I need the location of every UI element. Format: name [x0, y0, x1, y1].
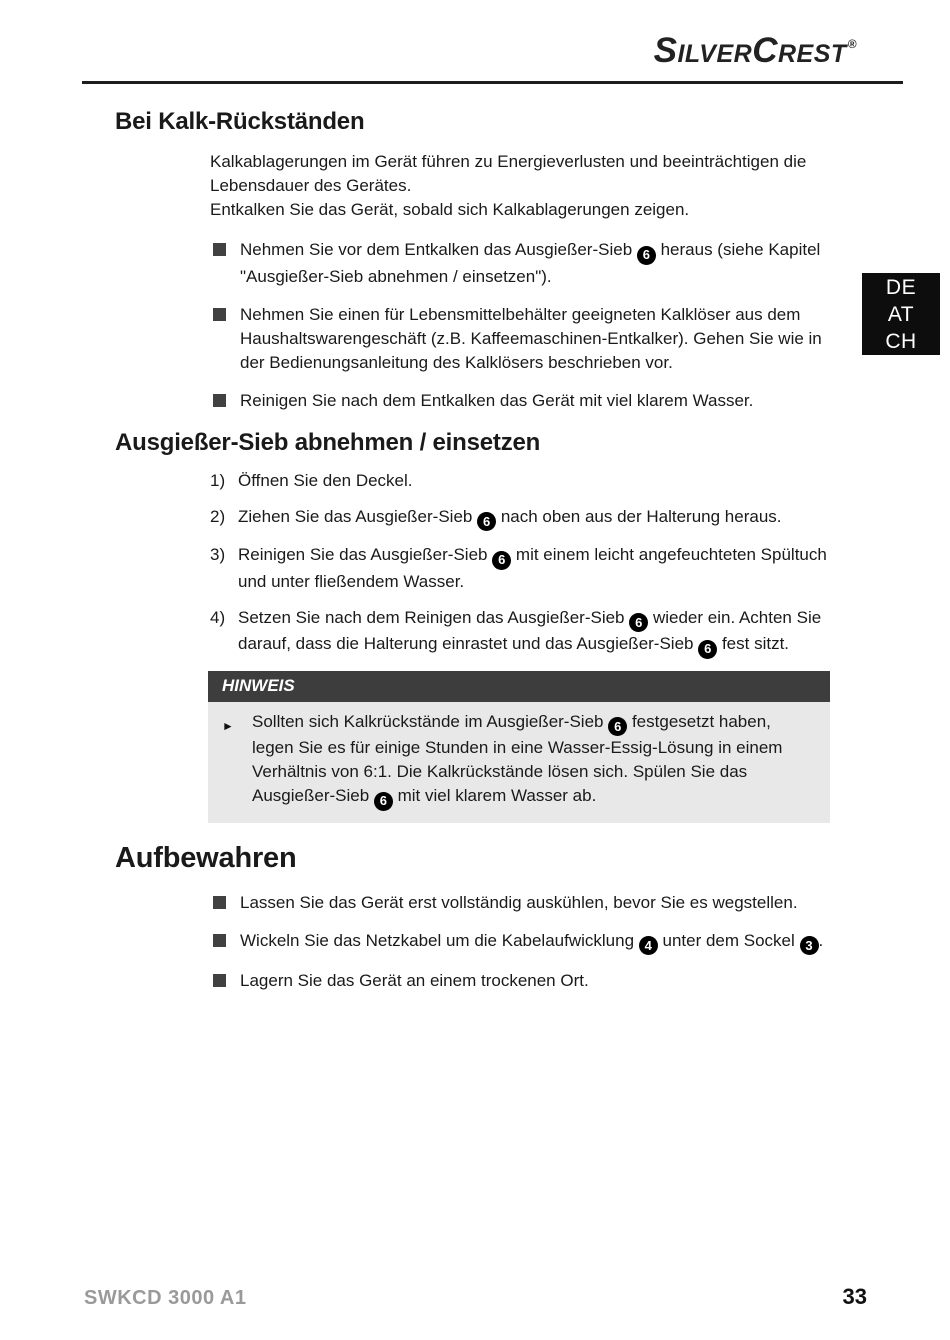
bullet-item — [210, 303, 835, 375]
item-text: Setzen Sie nach dem Reinigen das Ausgießer-Sieb 6 wieder ein. Achten Sie darauf, dass die Halterung einrastet und das Ausgießer-Sieb 6 fest sitzt. — [238, 606, 835, 659]
step-number: 1) — [210, 470, 226, 490]
item-text: Wickeln Sie das Netzkabel um die Kabelaufwicklung 4 unter dem Sockel 3 . — [240, 929, 835, 956]
header-divider — [82, 81, 903, 84]
step-item — [210, 469, 835, 493]
item-text: Nehmen Sie einen für Lebensmittelbehälter geeigneten Kalklöser aus dem Haushaltswarengeschäft (z.B. Kaffeemaschinen-Entkalker). Gehen Sie wie in der Bedienungsanleitung des Kalklösers beschrieben vor. — [240, 304, 822, 372]
part-ref-6-icon: 6 — [374, 792, 393, 811]
item-text: Sollten sich Kalkrückstände im Ausgießer-Sieb 6 festgesetzt haben, legen Sie es für einige Stunden in eine Wasser-Essig-Lösung in einem Verhältnis von 6:1. Die Kalkrückstände lösen sich. Spülen Sie das Ausgießer-Sieb 6 mit viel klarem Wasser ab. — [252, 710, 814, 811]
intro-paragraph: Kalkablagerungen im Gerät führen zu Energieverlusten und beeinträchtigen die Lebensdauer des Gerätes. — [210, 152, 807, 195]
step-item — [210, 606, 835, 659]
note-header: HINWEIS — [208, 671, 830, 702]
square-bullet-icon — [213, 394, 226, 407]
arrow-bullet-icon: ► — [222, 718, 234, 733]
bullet-item — [210, 969, 835, 993]
part-ref-3-icon: 3 — [800, 936, 819, 955]
page-content — [115, 108, 835, 993]
part-ref-4-icon: 4 — [639, 936, 658, 955]
step-item — [210, 543, 835, 594]
section-title-storage: Aufbewahren — [115, 841, 297, 874]
square-bullet-icon — [213, 243, 226, 256]
region-ch: CH — [885, 329, 917, 353]
region-at: AT — [887, 302, 915, 326]
item-text: Öffnen Sie den Deckel. — [238, 470, 413, 490]
section-title-descaling: Bei Kalk-Rückständen — [115, 108, 365, 135]
intro-paragraph: Entkalken Sie das Gerät, sobald sich Kalkablagerungen zeigen. — [210, 200, 690, 219]
square-bullet-icon — [213, 896, 226, 909]
bullet-item — [210, 929, 835, 956]
page-number: 33 — [842, 1284, 867, 1309]
step-number: 2) — [210, 506, 226, 526]
page-footer — [84, 1284, 867, 1310]
descaling-intro — [210, 150, 835, 222]
item-text: Ziehen Sie das Ausgießer-Sieb 6 nach oben aus der Halterung heraus. — [238, 505, 835, 532]
region-de: DE — [885, 275, 917, 299]
square-bullet-icon — [213, 934, 226, 947]
item-text: Reinigen Sie das Ausgießer-Sieb 6 mit einem leicht angefeuchteten Spültuch und unter fließendem Wasser. — [238, 545, 827, 591]
region-tab — [862, 273, 940, 355]
part-ref-6-icon: 6 — [637, 246, 656, 265]
item-text: Lagern Sie das Gerät an einem trockenen Ort. — [240, 971, 589, 990]
part-ref-6-icon: 6 — [492, 551, 511, 570]
step-number: 3) — [210, 545, 226, 564]
section-title-sieve: Ausgießer-Sieb abnehmen / einsetzen — [115, 428, 541, 456]
step-number: 4) — [210, 607, 226, 627]
logo-text: SilverCrest — [653, 31, 847, 70]
part-ref-6-icon: 6 — [698, 640, 717, 659]
note-item — [222, 710, 814, 811]
part-ref-6-icon: 6 — [629, 613, 648, 632]
bullet-item — [210, 389, 835, 413]
descaling-bullet-list — [210, 238, 835, 413]
note-body — [208, 702, 830, 823]
item-text: Lassen Sie das Gerät erst vollständig auskühlen, bevor Sie es wegstellen. — [240, 892, 798, 912]
sieve-step-list — [210, 469, 835, 659]
registered-mark: ® — [847, 37, 857, 51]
item-text: Reinigen Sie nach dem Entkalken das Gerät mit viel klarem Wasser. — [240, 390, 754, 410]
part-ref-6-icon: 6 — [477, 512, 496, 531]
silvercrest-logo — [654, 33, 857, 68]
bullet-item — [210, 891, 835, 915]
square-bullet-icon — [213, 974, 226, 987]
part-ref-6-icon: 6 — [608, 717, 627, 736]
item-text: Nehmen Sie vor dem Entkalken das Ausgießer-Sieb 6 heraus (siehe Kapitel "Ausgießer-Sieb abnehmen / einsetzen"). — [240, 240, 821, 286]
bullet-item — [210, 238, 835, 289]
note-box — [208, 671, 830, 823]
step-item — [210, 505, 835, 532]
model-number: SWKCD 3000 A1 — [84, 1287, 247, 1309]
square-bullet-icon — [213, 308, 226, 321]
storage-bullet-list — [210, 891, 835, 994]
